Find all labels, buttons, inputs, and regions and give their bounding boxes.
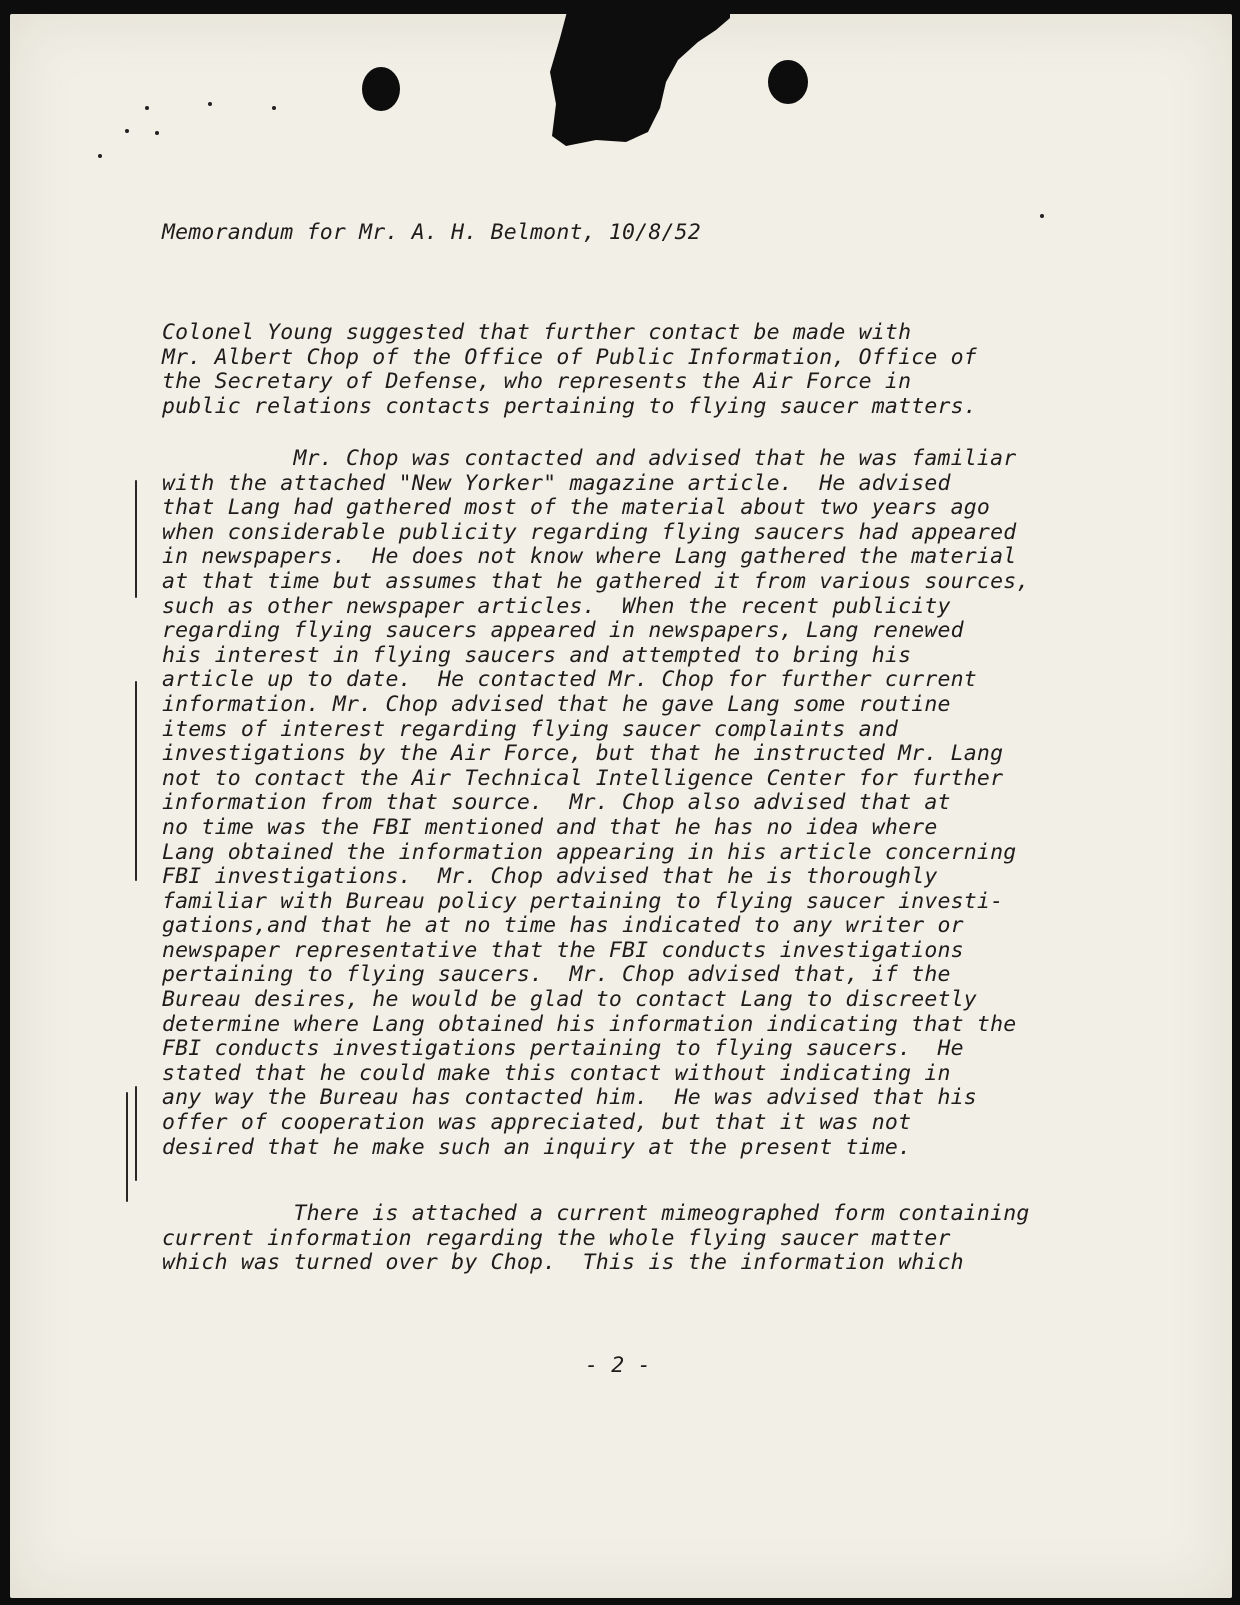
text-line: such as other newspaper articles. When the recent publicity — [162, 593, 951, 619]
text-line: pertaining to flying saucers. Mr. Chop advised that, if the — [162, 962, 951, 988]
text-line: current information regarding the whole flying saucer matter — [162, 1225, 951, 1251]
paragraph-2 — [162, 447, 1030, 1160]
text-line: FBI conducts investigations pertaining to flying saucers. He — [162, 1036, 964, 1062]
text-line: investigations by the Air Force, but that he instructed Mr. Lang — [162, 741, 1004, 767]
text-line: There is attached a current mimeographed form containing — [162, 1201, 1030, 1226]
margin-mark-4 — [135, 1086, 137, 1181]
text-line: items of interest regarding flying saucer complaints and — [162, 716, 899, 742]
text-line: FBI investigations. Mr. Chop advised that he is thoroughly — [162, 864, 938, 890]
text-line: gations,and that he at no time has indicated to any writer or — [162, 913, 964, 939]
speck — [98, 154, 102, 158]
page-number: - 2 - — [585, 1353, 651, 1378]
speck — [155, 131, 159, 135]
text-line: in newspapers. He does not know where Lang gathered the material — [162, 544, 1017, 570]
text-line: offer of cooperation was appreciated, but that it was not — [162, 1110, 912, 1136]
text-line: familiar with Bureau policy pertaining to flying saucer investi- — [162, 888, 1004, 914]
margin-mark-3 — [126, 1092, 128, 1202]
speck — [125, 129, 129, 133]
text-line: stated that he could make this contact without indicating in — [162, 1060, 951, 1086]
speck — [208, 102, 212, 106]
margin-mark-2 — [135, 681, 137, 881]
text-line: Lang obtained the information appearing in his article concerning — [162, 839, 1017, 865]
speck — [272, 106, 276, 110]
memo-page — [10, 14, 1232, 1598]
text-line: information from that source. Mr. Chop also advised that at — [162, 790, 951, 816]
text-line: that Lang had gathered most of the material about two years ago — [162, 495, 991, 521]
text-line: Bureau desires, he would be glad to contact Lang to discreetly — [162, 987, 977, 1013]
memo-header: Memorandum for Mr. A. H. Belmont, 10/8/52 — [162, 220, 701, 245]
text-line: determine where Lang obtained his information indicating that the — [162, 1011, 1017, 1037]
text-line: the Secretary of Defense, who represents the Air Force in — [162, 369, 912, 395]
text-line: any way the Bureau has contacted him. He was advised that his — [162, 1085, 977, 1111]
text-line: public relations contacts pertaining to flying saucer matters. — [162, 393, 977, 419]
text-line: article up to date. He contacted Mr. Chop for further current — [162, 667, 977, 693]
text-line: desired that he make such an inquiry at the present time. — [162, 1134, 912, 1160]
paragraph-3 — [162, 1202, 1030, 1276]
text-line: with the attached "New Yorker" magazine article. He advised — [162, 470, 951, 496]
text-line: not to contact the Air Technical Intelligence Center for further — [162, 765, 1004, 791]
text-line: newspaper representative that the FBI conducts investigations — [162, 937, 964, 963]
text-line: his interest in flying saucers and attempted to bring his — [162, 642, 912, 668]
margin-mark-1 — [135, 480, 137, 598]
punch-hole — [362, 67, 400, 111]
text-line: information. Mr. Chop advised that he gave Lang some routine — [162, 691, 951, 717]
speck — [1040, 214, 1044, 218]
text-line: no time was the FBI mentioned and that he has no idea where — [162, 814, 938, 840]
text-line: when considerable publicity regarding flying saucers had appeared — [162, 519, 1017, 545]
text-line: which was turned over by Chop. This is the information which — [162, 1250, 964, 1276]
text-line: at that time but assumes that he gathered it from various sources, — [162, 568, 1030, 594]
paragraph-1 — [162, 321, 977, 419]
text-line: Mr. Albert Chop of the Office of Public Information, Office of — [162, 344, 977, 370]
punch-hole — [768, 60, 808, 104]
torn-paper-area — [548, 8, 730, 148]
speck — [145, 106, 149, 110]
text-line: Colonel Young suggested that further contact be made with — [162, 320, 912, 345]
text-line: regarding flying saucers appeared in newspapers, Lang renewed — [162, 618, 964, 644]
text-line: Mr. Chop was contacted and advised that he was familiar — [162, 446, 1017, 471]
